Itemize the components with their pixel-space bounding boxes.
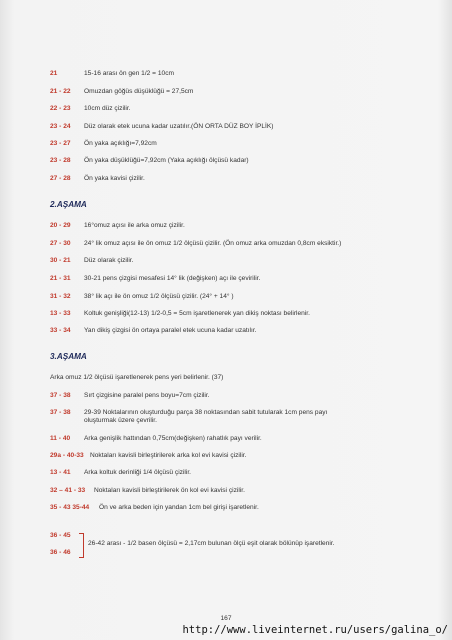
step-number: 22 - 23 bbox=[50, 105, 71, 112]
step-text: 38° lik açı ile ön omuz 1/2 ölçüsü çizilir. (24° + 14° ) bbox=[84, 293, 234, 300]
step-text-bracketed: 26-42 arası - 1/2 basen ölçüsü = 2,17cm bulunan ölçü eşit olarak bölünüp işaretlenir. bbox=[88, 540, 335, 547]
step-number: 11 - 40 bbox=[50, 435, 71, 442]
step-number: 37 - 38 bbox=[50, 392, 71, 399]
step-text: Sırt çizgisine paralel pens boyu=7cm çizilir. bbox=[84, 392, 210, 399]
step-text: Noktaları kavisli birleştirilerek ön kol evi kavisi çizilir. bbox=[94, 487, 245, 494]
step-text: 10cm düz çizilir. bbox=[84, 105, 131, 112]
step-number: 13 - 33 bbox=[50, 310, 71, 317]
step-text: Yan dikiş çizgisi ön ortaya paralel etek ucuna kadar uzatılır. bbox=[84, 327, 257, 334]
source-url: http://www.liveinternet.ru/users/galina_o/ bbox=[182, 624, 448, 636]
step-text: Arka koltuk derinliği 1/4 ölçüsü çizilir. bbox=[84, 469, 192, 476]
step-number: 21 - 31 bbox=[50, 275, 71, 282]
step-number: 29a - 40-33 bbox=[50, 452, 84, 459]
step-number: 13 - 41 bbox=[50, 469, 71, 476]
step-text: oluşturmak üzere çevrilir. bbox=[84, 417, 157, 424]
step-number: 20 - 29 bbox=[50, 222, 71, 229]
step-number: 37 - 38 bbox=[50, 409, 71, 416]
step-number: 32 – 41 - 33 bbox=[50, 487, 86, 494]
step-number: 21 - 22 bbox=[50, 88, 71, 95]
section-heading-2: 2.AŞAMA bbox=[50, 200, 87, 209]
step-text: 16°omuz açısı ile arka omuz çizilir. bbox=[84, 222, 185, 229]
step-number: 36 - 45 bbox=[50, 532, 71, 539]
step-number: 27 - 28 bbox=[50, 175, 71, 182]
step-number: 27 - 30 bbox=[50, 240, 71, 247]
step-text: Düz olarak çizilir. bbox=[84, 257, 134, 264]
step-text: Ön yaka açıklığı=7,92cm bbox=[84, 140, 157, 147]
step-number: 33 - 34 bbox=[50, 327, 71, 334]
bracket-divider bbox=[79, 533, 84, 558]
step-number: 21 bbox=[50, 70, 58, 77]
step-number: 30 - 21 bbox=[50, 257, 71, 264]
section-heading-3: 3.AŞAMA bbox=[50, 352, 87, 361]
page-number: 167 bbox=[220, 615, 232, 622]
step-text: Ön yaka kavisi çizilir. bbox=[84, 175, 145, 182]
step-text: Noktaları kavisli birleştirilerek arka kol evi kavisi çizilir. bbox=[90, 452, 247, 459]
step-text: Koltuk genişliği(12-13) 1/2-0,5 = 5cm işaretlenerek yan dikiş noktası belirlenir. bbox=[84, 310, 310, 317]
step-text: 15-16 arası ön gen 1/2 = 10cm bbox=[84, 70, 174, 77]
step-number: 36 - 46 bbox=[50, 549, 71, 556]
step-number: 23 - 24 bbox=[50, 123, 71, 130]
step-number: 23 - 28 bbox=[50, 157, 71, 164]
step-text: Arka genişlik hattından 0,75cm(değişken) rahatlık payı verilir. bbox=[84, 435, 262, 442]
step-text: Ön yaka düşüklüğü=7,92cm (Yaka açıklığı ölçüsü kadar) bbox=[84, 157, 249, 164]
step-number: 23 - 27 bbox=[50, 140, 71, 147]
step-text: 30-21 pens çizgisi mesafesi 14° lik (değişken) açı ile çevirilir. bbox=[84, 275, 261, 282]
step-text: 29-39 Noktalarının oluşturduğu parça 38 noktasından sabit tutularak 1cm pens payı bbox=[84, 409, 328, 416]
step-number: 31 - 32 bbox=[50, 293, 71, 300]
section-intro: Arka omuz 1/2 ölçüsü işaretlenerek pens yeri belirlenir. (37) bbox=[50, 374, 224, 381]
step-number: 35 - 43 35-44 bbox=[50, 504, 90, 511]
step-text: Omuzdan göğüs düşüklüğü = 27,5cm bbox=[84, 88, 194, 95]
step-text: 24° lik omuz açısı ile ön omuz 1/2 ölçüsü çizilir. (Ön omuz arka omuzdan 0,8cm eksiktir.) bbox=[84, 240, 342, 247]
step-text: Düz olarak etek ucuna kadar uzatılır.(ÖN ORTA DÜZ BOY İPLİK) bbox=[84, 123, 274, 130]
step-text: Ön ve arka beden için yandan 1cm bel girişi işaretlenir. bbox=[99, 504, 259, 511]
